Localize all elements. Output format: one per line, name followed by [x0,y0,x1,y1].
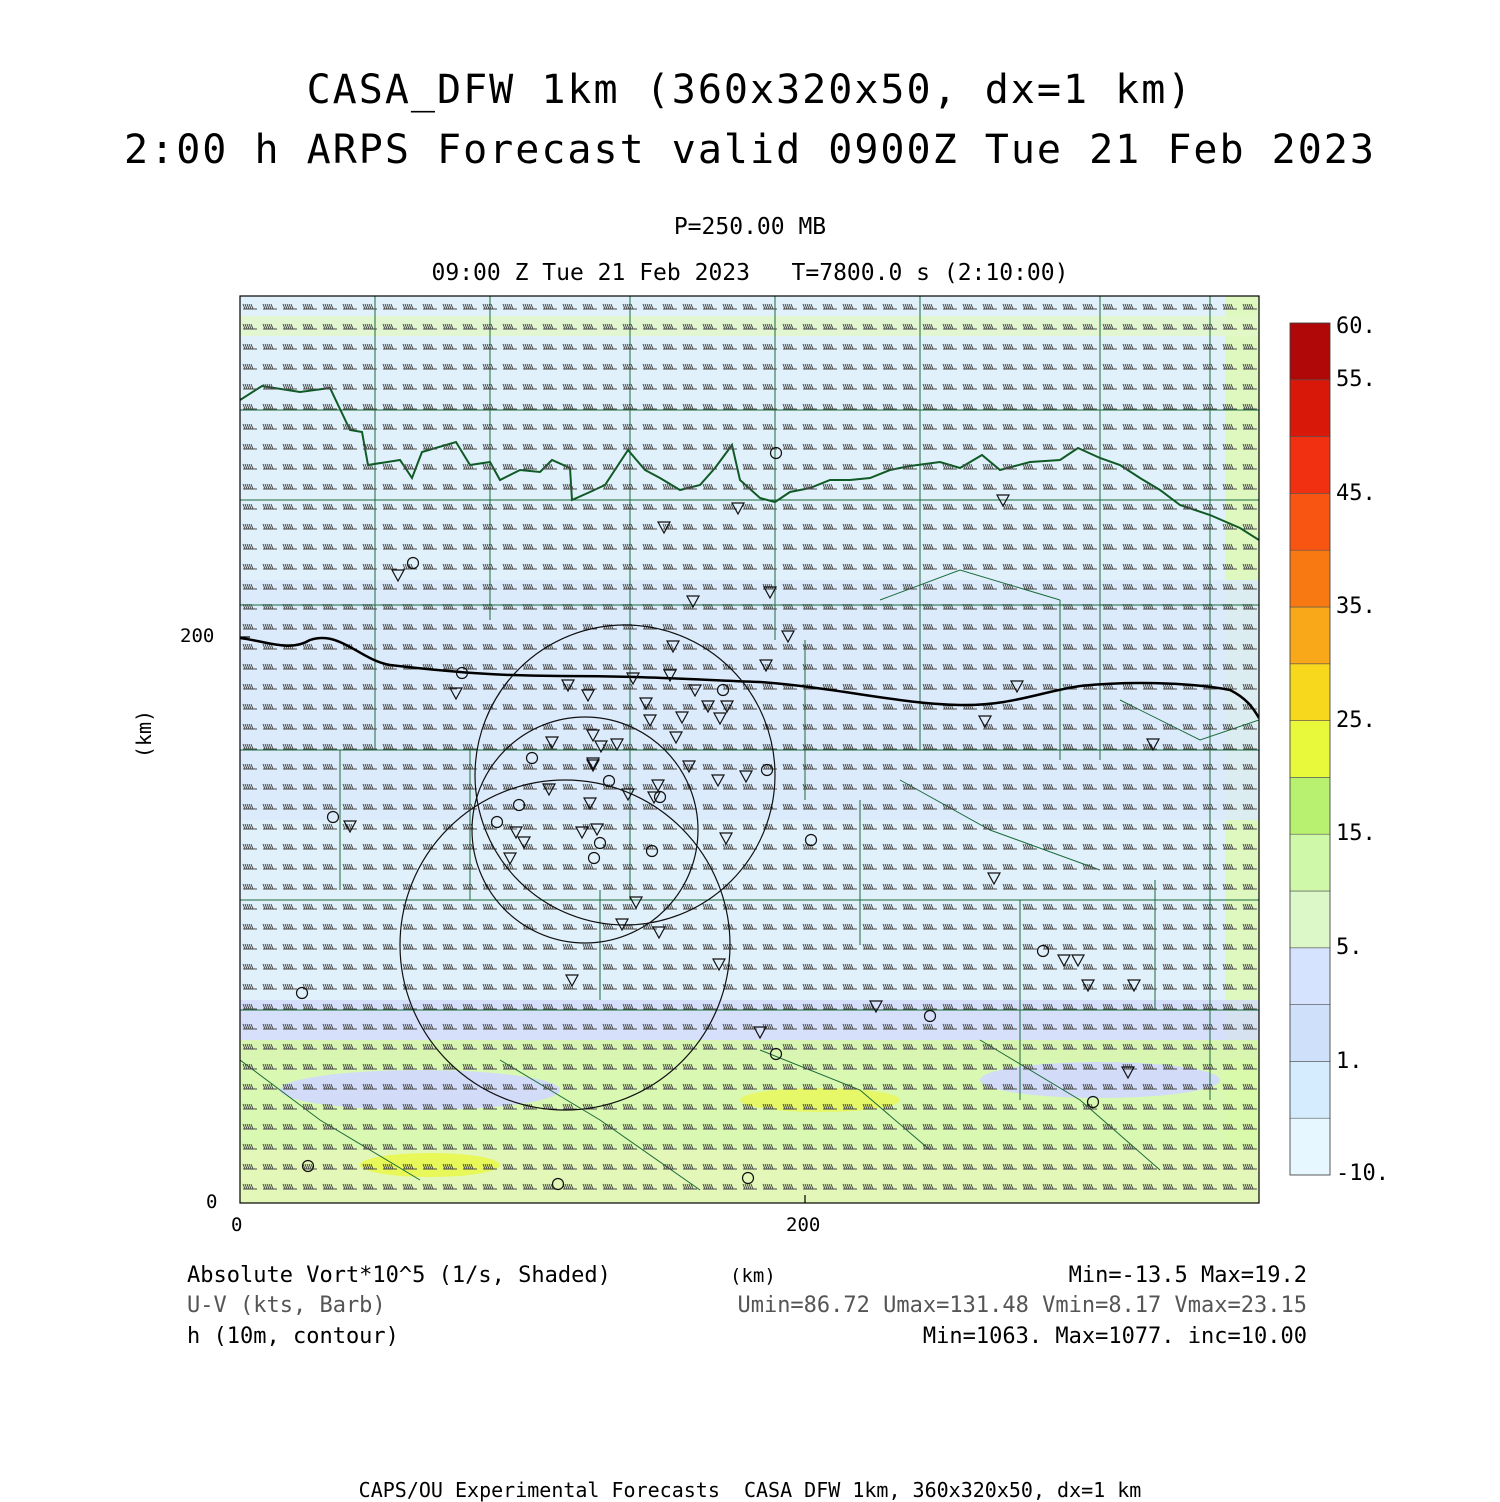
y-tick-0: 0 [206,1191,218,1213]
valid-time: 09:00 Z Tue 21 Feb 2023 T=7800.0 s (2:10:00) [431,260,1069,286]
colorbar-label: -10. [1336,1161,1389,1186]
wind-barbs [240,296,1259,1203]
colorbar-swatch [1290,493,1330,550]
legend-contour-field: h (10m, contour) [187,1324,399,1349]
title-line-1: CASA_DFW 1km (360x320x50, dx=1 km) [306,67,1194,113]
colorbar-swatch [1290,777,1330,834]
x-axis-label: (km) [730,1265,776,1287]
colorbar-swatch [1290,437,1330,494]
pressure-level: P=250.00 MB [673,214,827,240]
legend-barb-field: U-V (kts, Barb) [187,1293,386,1318]
colorbar-label: 35. [1336,594,1376,619]
x-tick-0: 0 [231,1214,243,1236]
colorbar-swatch [1290,721,1330,778]
x-tick-200: 200 [786,1214,821,1236]
colorbar-swatch [1290,1005,1330,1062]
colorbar-swatch [1290,607,1330,664]
colorbar-swatch [1290,323,1330,380]
colorbar-swatch [1290,948,1330,1005]
colorbar-label: 60. [1336,314,1376,339]
colorbar-swatch [1290,664,1330,721]
title-line-2: 2:00 h ARPS Forecast valid 0900Z Tue 21 Feb 2023 [124,127,1376,173]
footer-credit: CAPS/OU Experimental Forecasts CASA DFW 1km, 360x320x50, dx=1 km [358,1478,1142,1502]
colorbar-label: 45. [1336,481,1376,506]
colorbar-label: 1. [1336,1049,1363,1074]
colorbar-swatch [1290,380,1330,437]
colorbar-swatch [1290,1061,1330,1118]
legend-barb-minmax: Umin=86.72 Umax=131.48 Vmin=8.17 Vmax=23.15 [737,1293,1307,1318]
colorbar-swatch [1290,1118,1330,1175]
legend-shaded-minmax: Min=-13.5 Max=19.2 [1068,1263,1307,1288]
y-axis-label: (km) [132,709,157,759]
y-tick-200: 200 [180,625,215,647]
colorbar-swatch [1290,891,1330,948]
colorbar-label: 15. [1336,821,1376,846]
legend-contour-minmax: Min=1063. Max=1077. inc=10.00 [922,1324,1307,1349]
colorbar [1290,323,1330,1175]
legend-shaded-field: Absolute Vort*10^5 (1/s, Shaded) [187,1263,611,1288]
colorbar-label: 5. [1336,935,1363,960]
colorbar-swatch [1290,834,1330,891]
colorbar-swatch [1290,550,1330,607]
colorbar-label: 25. [1336,708,1376,733]
colorbar-label: 55. [1336,367,1376,392]
